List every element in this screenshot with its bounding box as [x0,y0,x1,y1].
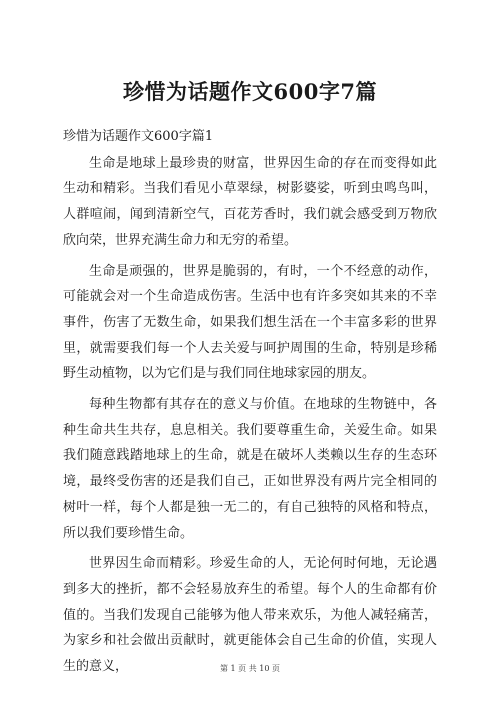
section-subtitle: 珍惜为话题作文600字篇1 [63,129,214,144]
document-title: 珍惜为话题作文600字7篇 [123,79,377,104]
paragraph-2: 生命是顽强的，世界是脆弱的，有时，一个不经意的动作，可能就会对一个生命造成伤害。生活中也有许多突如其来的不幸事件，伤害了无数生命，如果我们想生活在一个丰富多彩的世界里，就需要我们每一个人去关爱与呵护周围的生命，特别是珍稀野生动植物，以为它们是与我们同住地球家园的朋友。 [63,263,437,382]
paragraph-3: 每种生物都有其存在的意义与价值。在地球的生物链中，各种生命共生共存，息息相关。我们要尊重生命，关爱生命。如果我们随意践踏地球上的生命，就是在破坏人类赖以生存的生态环境，最终受伤害的还是我们自己，正如世界没有两片完全相同的树叶一样，每个人都是独一无二的，有自己独特的风格和特点，所以我们要珍惜生命。 [63,397,437,541]
page-number-footer: 第 1 页 共 10 页 [220,664,280,673]
document-body [63,124,437,685]
paragraph-4: 世界因生命而精彩。珍爱生命的人，无论何时何地，无论遇到多大的挫折，都不会轻易放弃生的希望。每个人的生命都有价值的。当我们发现自己能够为他人带来欢乐，为他人减轻痛苦，为家乡和社会做出贡献时，就更能体会自己生命的价值，实现人生的意义， [63,556,437,675]
paragraph-1: 生命是地球上最珍贵的财富，世界因生命的存在而变得如此生动和精彩。当我们看见小草翠绿，树影婆娑，听到虫鸣鸟叫，人群喧闹，闻到清新空气，百花芳香时，我们就会感受到万物欣欣向荣，世界充满生命力和无穷的希望。 [63,155,437,248]
